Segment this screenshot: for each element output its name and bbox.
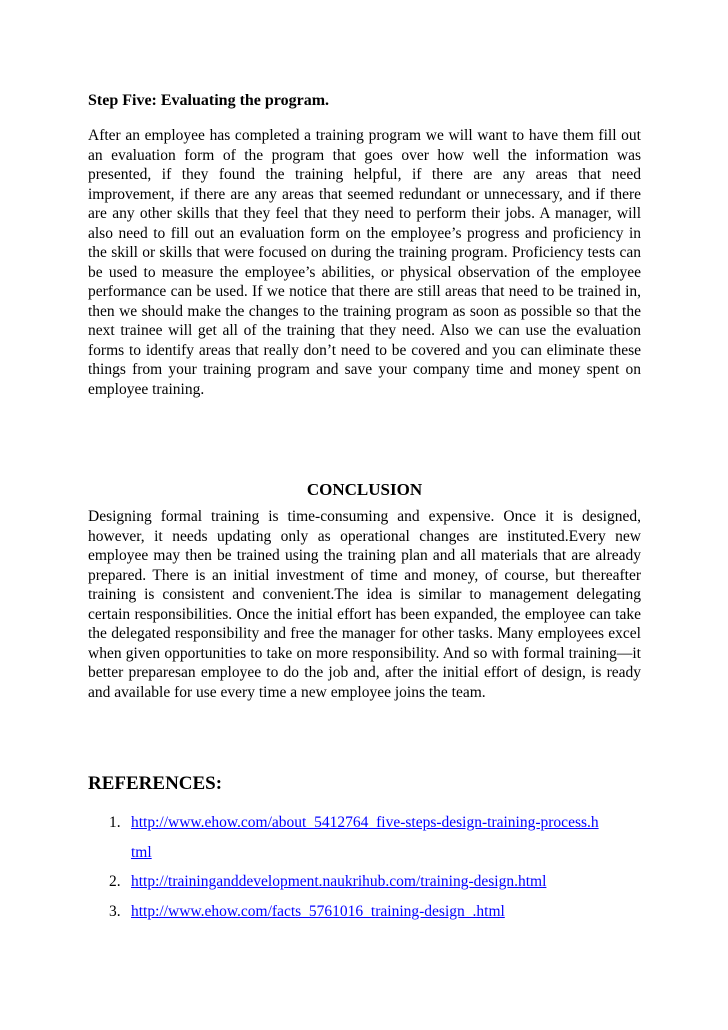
reference-item (88, 897, 641, 927)
conclusion-paragraph: Designing formal training is time-consuming and expensive. Once it is designed, however, it needs updating only as operational changes are instituted.Every new employee may then be trained using the training plan and all materials that are already prepared. There is an initial investment of time and money, of course, but thereafter training is consistent and convenient.The idea is similar to management delegating certain responsibilities. Once the initial effort has been expanded, the employee can take the delegated responsibility and free the manager for other tasks. Many employees excel when given opportunities to take on more responsibility. And so with formal training—it better preparesan employee to do the job and, after the initial effort of design, is ready and available for use every time a new employee joins the team. (88, 508, 641, 701)
reference-link[interactable]: http://www.ehow.com/facts_5761016_training-design_.html (131, 902, 505, 920)
reference-link[interactable]: http://traininganddevelopment.naukrihub.com/training-design.html (131, 873, 547, 890)
reference-item (88, 808, 641, 867)
reference-number: 1. (109, 814, 121, 831)
reference-item (88, 867, 641, 897)
reference-link[interactable]: http://www.ehow.com/about_5412764_five-steps-design-training-process.html (131, 814, 599, 861)
reference-number: 2. (109, 873, 121, 890)
step-five-paragraph: After an employee has completed a training program we will want to have them fill out an evaluation form of the program that goes over how well the information was presented, if they found the training helpful, if there are any areas that need improvement, if there are any areas that seemed redundant or unnecessary, and if there are any other skills that they feel that they need to perform their jobs. A manager, will also need to fill out an evaluation form on the employee’s progress and proficiency in the skill or skills that were focused on during the training program. Proficiency tests can be used to measure the employee’s abilities, or physical observation of the employee performance can be used. If we notice that there are still areas that need to be trained in, then we should make the changes to the training program as soon as possible so that the next trainee will get all of the training that they need. Also we can use the evaluation forms to identify areas that really don’t need to be covered and you can eliminate these things from your training program and save your company time and money spent on employee training. (88, 127, 641, 398)
step-five-heading: Step Five: Evaluating the program. (88, 92, 330, 109)
references-list (88, 808, 641, 926)
reference-number: 3. (109, 902, 121, 920)
conclusion-heading: CONCLUSION (306, 480, 423, 499)
references-heading: REFERENCES: (88, 773, 223, 794)
